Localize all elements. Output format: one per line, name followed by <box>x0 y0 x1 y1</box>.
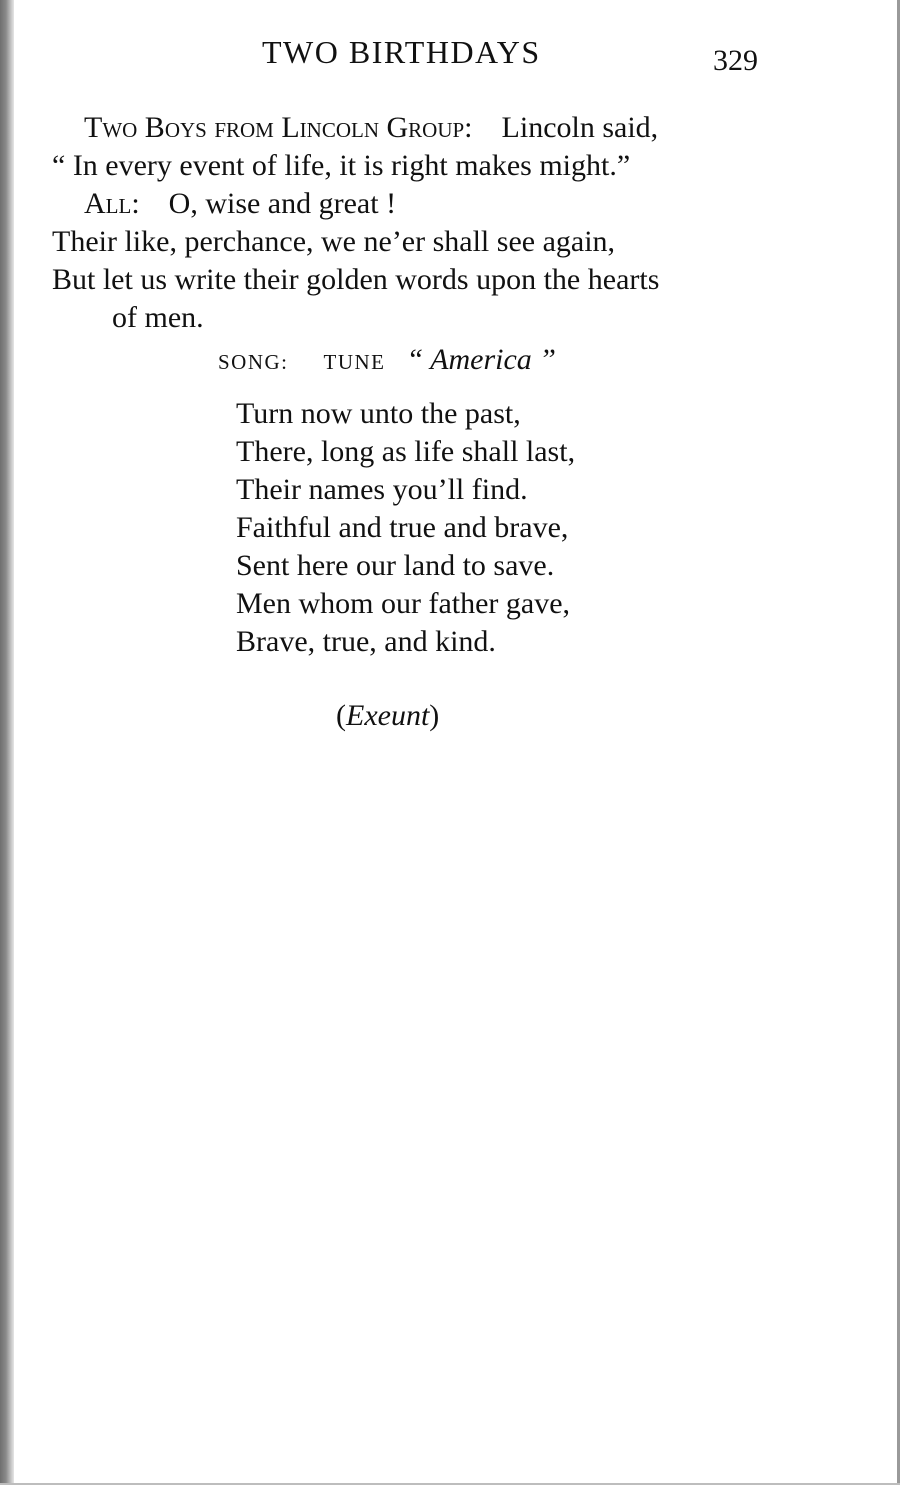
dialogue-line <box>84 110 658 146</box>
stage-direction-text: Exeunt <box>346 699 430 732</box>
speech-text: O, wise and great ! <box>168 187 397 220</box>
verse-line: Brave, true, and kind. <box>236 625 496 658</box>
page-number: 329 <box>713 44 758 77</box>
paren-open: ( <box>336 699 346 732</box>
dialogue-line: of men. <box>112 301 204 334</box>
speech-text: Lincoln said, <box>501 111 659 144</box>
speaker-name: All: <box>84 187 140 220</box>
page-binding-edge <box>0 0 14 1485</box>
dialogue-line <box>84 186 396 222</box>
dialogue-line: But let us write their golden words upon the hearts <box>52 263 660 296</box>
song-label: SONG: <box>218 350 289 374</box>
verse-line: There, long as life shall last, <box>236 435 576 468</box>
verse-line: Sent here our land to save. <box>236 549 555 582</box>
tune-name: “ America ” <box>406 343 556 376</box>
verse-line: Men whom our father gave, <box>236 587 571 620</box>
running-title: TWO BIRTHDAYS <box>262 34 541 70</box>
song-heading <box>218 342 556 380</box>
dialogue-line: Their like, perchance, we ne’er shall see again, <box>52 225 616 258</box>
verse-line: Their names you’ll find. <box>236 473 528 506</box>
dialogue-line: “ In every event of life, it is right makes might.” <box>52 149 631 182</box>
verse-line: Turn now unto the past, <box>236 397 521 430</box>
tune-label: TUNE <box>323 350 386 374</box>
paren-close: ) <box>429 699 440 732</box>
speaker-name: Two Boys from Lincoln Group: <box>84 111 473 144</box>
stage-direction <box>336 698 439 734</box>
verse-line: Faithful and true and brave, <box>236 511 569 544</box>
